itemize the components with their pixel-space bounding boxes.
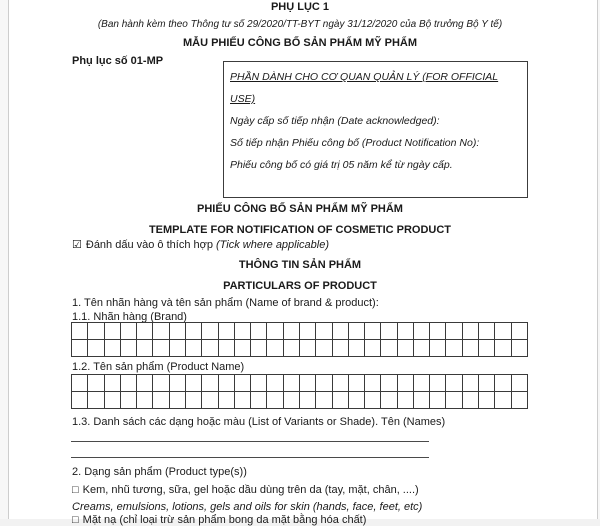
char-cell[interactable] xyxy=(397,375,413,392)
char-cell[interactable] xyxy=(251,340,267,357)
char-cell[interactable] xyxy=(169,340,185,357)
char-cell[interactable] xyxy=(381,340,397,357)
char-cell[interactable] xyxy=(137,323,153,340)
char-cell[interactable] xyxy=(413,323,429,340)
char-cell[interactable] xyxy=(381,392,397,409)
char-cell[interactable] xyxy=(495,375,511,392)
char-cell[interactable] xyxy=(511,392,527,409)
product-type-option-creams-vi: Kem, nhũ tương, sữa, gel hoặc dầu dùng trên da (tay, mặt, chân, ....) xyxy=(82,484,419,496)
char-cell[interactable] xyxy=(104,340,120,357)
char-cell[interactable] xyxy=(104,392,120,409)
char-cell[interactable] xyxy=(430,340,446,357)
char-cell[interactable] xyxy=(495,340,511,357)
char-cell[interactable] xyxy=(202,375,218,392)
char-cell[interactable] xyxy=(153,323,169,340)
char-cell[interactable] xyxy=(72,323,88,340)
official-use-box xyxy=(223,61,528,198)
char-cell[interactable] xyxy=(169,323,185,340)
official-use-heading: PHẦN DÀNH CHO CƠ QUAN QUẢN LÝ (FOR OFFICIAL USE) xyxy=(230,71,499,105)
char-cell[interactable] xyxy=(88,392,104,409)
char-cell[interactable] xyxy=(479,340,495,357)
char-cell[interactable] xyxy=(430,323,446,340)
form-title-vi: PHIẾU CÔNG BỐ SẢN PHẨM MỸ PHẨM xyxy=(197,203,403,215)
form-title-en: TEMPLATE FOR NOTIFICATION OF COSMETIC PRODUCT xyxy=(148,224,452,236)
char-cell[interactable] xyxy=(137,392,153,409)
char-cell[interactable] xyxy=(511,323,527,340)
issuance-note: (Ban hành kèm theo Thông tư số 29/2020/TT-BYT ngày 31/12/2020 của Bộ trưởng Bộ Y tế) xyxy=(97,19,503,30)
char-cell[interactable] xyxy=(332,375,348,392)
checked-checkbox-icon: ☑ xyxy=(72,239,82,251)
char-cell[interactable] xyxy=(153,392,169,409)
date-acknowledged-label: Ngày cấp số tiếp nhận (Date acknowledged): xyxy=(230,115,440,127)
char-cell[interactable] xyxy=(104,323,120,340)
char-cell[interactable] xyxy=(137,375,153,392)
appendix-title: PHỤ LỤC 1 xyxy=(270,1,330,13)
section-title-en: PARTICULARS OF PRODUCT xyxy=(223,280,377,292)
char-cell[interactable] xyxy=(413,340,429,357)
char-cell[interactable] xyxy=(185,392,201,409)
char-cell[interactable] xyxy=(348,392,364,409)
char-cell[interactable] xyxy=(185,323,201,340)
char-cell[interactable] xyxy=(316,375,332,392)
char-cell[interactable] xyxy=(397,340,413,357)
char-cell[interactable] xyxy=(413,375,429,392)
char-cell[interactable] xyxy=(251,375,267,392)
char-cell[interactable] xyxy=(381,375,397,392)
char-cell[interactable] xyxy=(299,323,315,340)
product-name-character-grid[interactable] xyxy=(71,374,528,409)
char-cell[interactable] xyxy=(202,340,218,357)
item1-sub1-label: 1.1. Nhãn hàng (Brand) xyxy=(72,311,187,323)
char-cell[interactable] xyxy=(88,340,104,357)
char-cell[interactable] xyxy=(495,392,511,409)
char-cell[interactable] xyxy=(348,340,364,357)
char-cell[interactable] xyxy=(185,340,201,357)
char-cell[interactable] xyxy=(332,340,348,357)
char-cell[interactable] xyxy=(446,340,462,357)
item1-sub2-label: 1.2. Tên sản phẩm (Product Name) xyxy=(72,361,245,373)
char-cell[interactable] xyxy=(120,323,136,340)
char-cell[interactable] xyxy=(283,375,299,392)
variants-blank-line-1[interactable] xyxy=(71,441,429,442)
char-cell[interactable] xyxy=(462,375,478,392)
char-cell[interactable] xyxy=(299,375,315,392)
char-cell[interactable] xyxy=(202,392,218,409)
char-cell[interactable] xyxy=(72,392,88,409)
char-cell[interactable] xyxy=(218,392,234,409)
char-cell[interactable] xyxy=(348,323,364,340)
form-template-title: MẪU PHIẾU CÔNG BỐ SẢN PHẨM MỸ PHẨM xyxy=(182,37,418,49)
char-cell[interactable] xyxy=(72,340,88,357)
notification-number-label: Số tiếp nhận Phiếu công bố (Product Notification No): xyxy=(230,137,480,149)
char-cell[interactable] xyxy=(365,392,381,409)
char-cell[interactable] xyxy=(316,323,332,340)
char-cell[interactable] xyxy=(185,375,201,392)
item2-label: 2. Dạng sản phẩm (Product type(s)) xyxy=(72,466,247,478)
product-type-option-masks-vi: Mặt nạ (chỉ loại trừ sản phẩm bong da mặt bằng hóa chất) xyxy=(82,514,367,526)
char-cell[interactable] xyxy=(251,323,267,340)
char-cell[interactable] xyxy=(348,375,364,392)
char-cell[interactable] xyxy=(234,340,250,357)
char-cell[interactable] xyxy=(397,323,413,340)
char-cell[interactable] xyxy=(251,392,267,409)
product-type-option-creams xyxy=(72,484,419,496)
char-cell[interactable] xyxy=(511,375,527,392)
char-cell[interactable] xyxy=(365,340,381,357)
char-cell[interactable] xyxy=(430,392,446,409)
char-cell[interactable] xyxy=(267,375,283,392)
char-cell[interactable] xyxy=(332,392,348,409)
char-cell[interactable] xyxy=(137,340,153,357)
char-cell[interactable] xyxy=(202,323,218,340)
char-cell[interactable] xyxy=(299,340,315,357)
empty-checkbox-icon[interactable]: □ xyxy=(72,484,79,496)
char-cell[interactable] xyxy=(332,323,348,340)
char-cell[interactable] xyxy=(316,392,332,409)
char-cell[interactable] xyxy=(218,375,234,392)
brand-character-grid[interactable] xyxy=(71,322,528,357)
char-cell[interactable] xyxy=(153,375,169,392)
item1-sub3-label: 1.3. Danh sách các dạng hoặc màu (List of Variants or Shade). Tên (Names) xyxy=(72,416,446,428)
char-cell[interactable] xyxy=(479,323,495,340)
char-cell[interactable] xyxy=(365,323,381,340)
empty-checkbox-icon[interactable]: □ xyxy=(72,514,79,526)
tick-instruction-vi: Đánh dấu vào ô thích hợp xyxy=(85,239,217,251)
char-cell[interactable] xyxy=(511,340,527,357)
tick-instruction xyxy=(72,239,329,251)
char-cell[interactable] xyxy=(316,340,332,357)
char-cell[interactable] xyxy=(120,375,136,392)
char-cell[interactable] xyxy=(462,340,478,357)
char-cell[interactable] xyxy=(446,392,462,409)
char-cell[interactable] xyxy=(479,375,495,392)
char-cell[interactable] xyxy=(120,392,136,409)
char-cell[interactable] xyxy=(267,323,283,340)
variants-blank-line-2[interactable] xyxy=(71,457,429,458)
char-cell[interactable] xyxy=(365,375,381,392)
char-cell[interactable] xyxy=(299,392,315,409)
char-cell[interactable] xyxy=(218,323,234,340)
char-cell[interactable] xyxy=(169,392,185,409)
product-type-option-creams-en: Creams, emulsions, lotions, gels and oils for skin (hands, face, feet, etc) xyxy=(72,501,423,513)
char-cell[interactable] xyxy=(462,392,478,409)
char-cell[interactable] xyxy=(153,340,169,357)
char-cell[interactable] xyxy=(495,323,511,340)
char-cell[interactable] xyxy=(283,392,299,409)
char-cell[interactable] xyxy=(120,340,136,357)
char-cell[interactable] xyxy=(218,340,234,357)
section-title-vi: THÔNG TIN SẢN PHẨM xyxy=(238,259,362,271)
char-cell[interactable] xyxy=(283,323,299,340)
char-cell[interactable] xyxy=(169,375,185,392)
char-cell[interactable] xyxy=(88,323,104,340)
char-cell[interactable] xyxy=(283,340,299,357)
item1-label: 1. Tên nhãn hàng và tên sản phẩm (Name of brand & product): xyxy=(72,297,379,309)
char-cell[interactable] xyxy=(479,392,495,409)
char-cell[interactable] xyxy=(267,340,283,357)
appendix-number: Phụ lục số 01-MP xyxy=(72,55,164,67)
product-type-option-masks xyxy=(72,514,366,526)
char-cell[interactable] xyxy=(104,375,120,392)
char-cell[interactable] xyxy=(462,323,478,340)
char-cell[interactable] xyxy=(413,392,429,409)
char-cell[interactable] xyxy=(430,375,446,392)
char-cell[interactable] xyxy=(267,392,283,409)
char-cell[interactable] xyxy=(446,323,462,340)
char-cell[interactable] xyxy=(234,375,250,392)
char-cell[interactable] xyxy=(397,392,413,409)
validity-note: Phiếu công bố có giá trị 05 năm kể từ ngày cấp. xyxy=(230,159,453,171)
char-cell[interactable] xyxy=(234,392,250,409)
char-cell[interactable] xyxy=(88,375,104,392)
char-cell[interactable] xyxy=(234,323,250,340)
char-cell[interactable] xyxy=(446,375,462,392)
tick-instruction-en: (Tick where applicable) xyxy=(216,239,330,251)
char-cell[interactable] xyxy=(72,375,88,392)
char-cell[interactable] xyxy=(381,323,397,340)
